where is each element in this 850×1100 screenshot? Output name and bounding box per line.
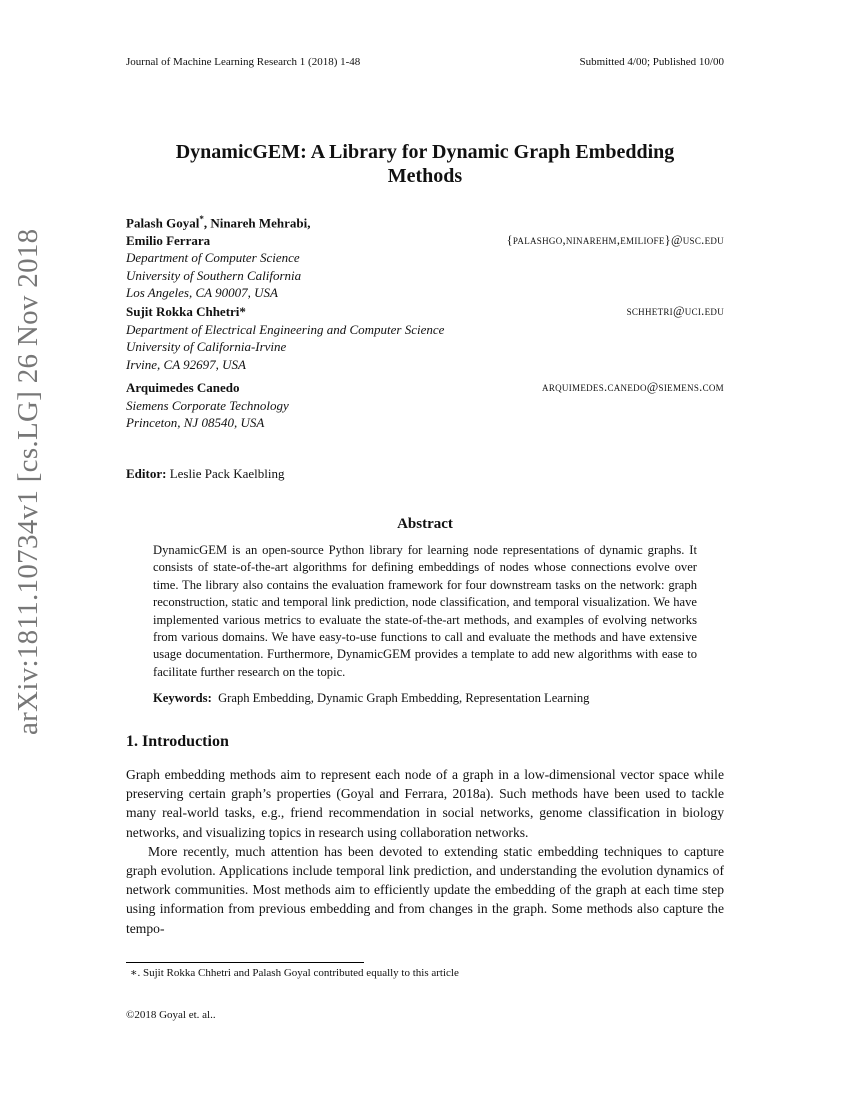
title-line-2: Methods (387, 165, 463, 187)
affiliation-line: Siemens Corporate Technology (126, 397, 289, 413)
footnote-divider (126, 962, 364, 963)
affiliation-line: Irvine, CA 92697, USA (126, 356, 246, 372)
keywords-label: Keywords: (153, 691, 212, 705)
editor-line (126, 466, 285, 482)
author-name-goyal: Palash Goyal (126, 215, 200, 231)
keywords-list: Graph Embedding, Dynamic Graph Embedding, Representation Learning (218, 691, 590, 705)
affiliation-line: Department of Computer Science (126, 250, 300, 266)
abstract-text: DynamicGEM is an open-source Python library for learning node representations of dynamic graphs. It consists of state-of-the-art algorithms for defining embeddings of nodes whose connections evolve over time. The library also contains the evaluation framework for four downstream tasks on the network: graph reconstruction, static and temporal link prediction, node classification, and temporal visualization. We have implemented various metrics to evaluate the state-of-the-art methods, and examples of evolving networks from various domains. We have easy-to-use functions to call and evaluate the methods and have extensive usage documentation. Furthermore, DynamicGEM provides a template to add new algorithms with ease to facilitate further research on the topic. (153, 543, 697, 679)
author-name-row (126, 303, 724, 321)
author-name-canedo: Arquimedes Canedo (126, 380, 240, 395)
editor-label: Editor: (126, 466, 167, 481)
footnote: ∗. Sujit Rokka Chhetri and Palash Goyal contributed equally to this article (130, 967, 459, 979)
author-block-2 (126, 303, 724, 373)
intro-paragraph-2: More recently, much attention has been devoted to extending static embedding techniques to capture graph evolution. Applications include temporal link prediction, and understanding the evolution dynamics of network communities. Most methods aim to efficiently update the embedding of the graph at each time step using information from previous embedding and from changes in the graph. Some methods also capture the tempo- (126, 843, 724, 936)
author-name-ferrara: Emilio Ferrara (126, 232, 211, 248)
author-names-line-2-row (126, 232, 724, 250)
affiliation-line: University of California-Irvine (126, 339, 287, 354)
abstract-heading: Abstract (397, 516, 453, 532)
journal-info: Journal of Machine Learning Research 1 (2018) 1-48 (126, 56, 361, 68)
author-block-1 (126, 211, 724, 302)
paper-title (126, 140, 724, 188)
introduction-body (126, 765, 724, 938)
editor-name: Leslie Pack Kaelbling (169, 466, 285, 481)
affiliation-line: University of Southern California (126, 267, 302, 283)
author-block-3 (126, 379, 724, 432)
affiliation-line: Los Angeles, CA 90007, USA (126, 285, 278, 301)
title-line-1: DynamicGEM: A Library for Dynamic Graph Embedding (175, 141, 675, 163)
author-email-usc: {palashgo,ninarehm,emiliofe}@usc.edu (506, 232, 724, 247)
affiliation-line: Princeton, NJ 08540, USA (126, 415, 265, 430)
running-header (126, 56, 724, 68)
author-name-row (126, 379, 724, 397)
equal-contribution-mark: * (199, 214, 204, 224)
copyright-line: ©2018 Goyal et. al.. (126, 1009, 216, 1021)
author-names-line-1 (126, 211, 724, 232)
author-name-mehrabi: , Ninareh Mehrabi, (203, 215, 311, 231)
arxiv-identifier: arXiv:1811.10734v1 [cs.LG] 26 Nov 2018 (12, 228, 44, 735)
author-email-siemens: arquimedes.canedo@siemens.com (542, 380, 724, 394)
section-heading-introduction: 1. Introduction (126, 733, 229, 750)
submission-info: Submitted 4/00; Published 10/00 (579, 56, 724, 68)
author-email-uci: schhetri@uci.edu (626, 304, 724, 318)
intro-paragraph-1: Graph embedding methods aim to represent each node of a graph in a low-dimensional vector space while preserving certain graph’s properties (Goyal and Ferrara, 2018a). Such methods have been used to tackle many real-world tasks, e.g., friend recommendation in social networks, genome classification in biology networks, and visualizing topics in research using collaboration networks. (126, 767, 724, 840)
author-name-chhetri: Sujit Rokka Chhetri* (126, 304, 246, 319)
keywords-line (153, 691, 697, 706)
affiliation-line: Department of Electrical Engineering and Computer Science (126, 321, 445, 337)
